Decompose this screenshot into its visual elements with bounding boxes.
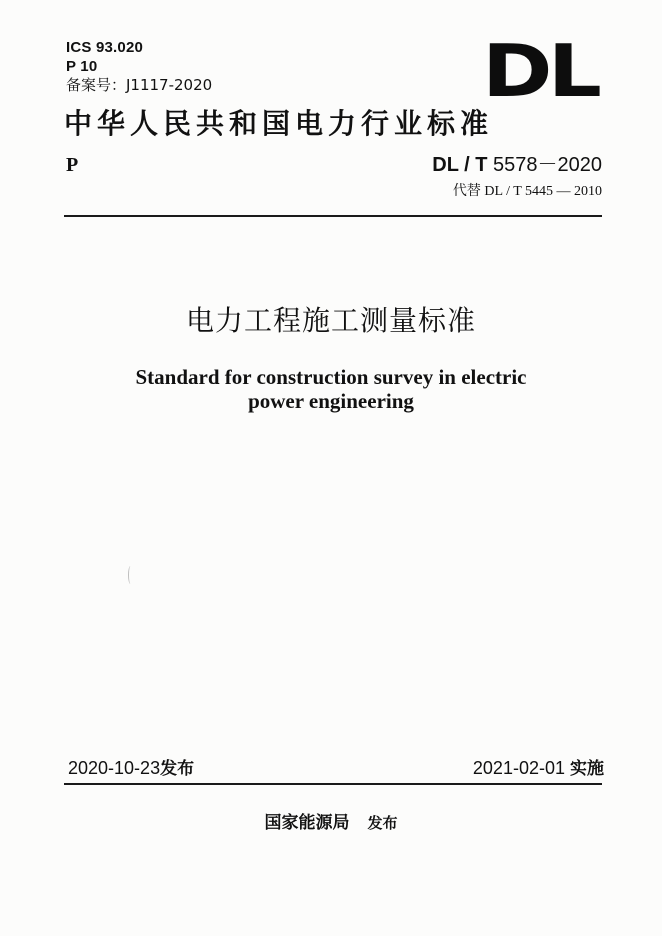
industry-standard-title: 中华人民共和国电力行业标准: [64, 107, 494, 140]
issuer-name: 国家能源局: [264, 813, 350, 833]
publish-word: 发布: [160, 759, 195, 779]
standard-code: 5578－2020: [493, 154, 602, 176]
english-title-line-1: Standard for construction survey in electric: [135, 365, 527, 389]
category-code: P 10: [66, 58, 98, 75]
dl-logo: DL: [482, 29, 598, 113]
issuer-action: 发布: [367, 814, 398, 832]
top-divider: [64, 215, 602, 217]
effective-word: 实施: [570, 759, 604, 779]
scan-mark: [128, 566, 133, 584]
record-number: 备案号：J1117-2020: [66, 76, 213, 94]
replaces-standard: 代替 DL / T 5445 — 2010: [452, 184, 602, 199]
issuer-line: [0, 811, 662, 835]
standard-number: [432, 152, 602, 178]
publish-date-block: [68, 757, 194, 780]
header-metadata: [66, 38, 212, 95]
effective-date: 2021-02-01: [472, 758, 565, 778]
publish-date: 2020-10-23: [68, 758, 161, 778]
classification-letter: P: [66, 154, 79, 176]
bottom-divider: [64, 783, 602, 785]
effective-date-block: [473, 757, 604, 780]
chinese-title: 电力工程施工测量标准: [185, 304, 476, 337]
english-title-line-2: power engineering: [248, 389, 414, 413]
standard-prefix: DL / T: [432, 154, 488, 176]
ics-code: ICS 93.020: [66, 39, 144, 56]
english-title: [0, 365, 662, 413]
